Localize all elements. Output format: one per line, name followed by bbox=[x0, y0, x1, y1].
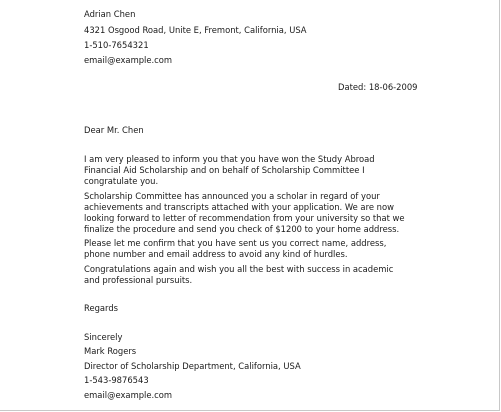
signer-name: Mark Rogers bbox=[84, 346, 137, 356]
sender-name: Adrian Chen bbox=[84, 9, 136, 19]
signer-email: email@example.com bbox=[84, 390, 173, 400]
sender-address: 4321 Osgood Road, Unite E, Fremont, California, USA bbox=[84, 25, 307, 35]
paragraph-line: achievements and transcripts attached with your application. We are now bbox=[84, 202, 394, 212]
salutation: Dear Mr. Chen bbox=[84, 125, 144, 135]
paragraph-line: and professional pursuits. bbox=[84, 275, 193, 285]
paragraph-line: Financial Aid Scholarship and on behalf of Scholarship Committee I bbox=[84, 165, 365, 175]
paragraph-line: Scholarship Committee has announced you a scholar in regard of your bbox=[84, 191, 380, 201]
regards: Regards bbox=[84, 303, 119, 313]
signer-title: Director of Scholarship Department, California, USA bbox=[84, 361, 301, 371]
paragraph-line: Congratulations again and wish you all the best with success in academic bbox=[84, 264, 394, 274]
paragraph-line: Please let me confirm that you have sent us you correct name, address, bbox=[84, 238, 387, 248]
closing: Sincerely bbox=[84, 332, 123, 342]
signer-phone: 1-543-9876543 bbox=[84, 375, 149, 385]
paragraph-line: looking forward to letter of recommendation from your university so that we bbox=[84, 213, 405, 223]
paragraph-line: congratulate you. bbox=[84, 176, 159, 186]
paragraph-line: finalize the procedure and send you check of $1200 to your home address. bbox=[84, 224, 400, 234]
sender-phone: 1-510-7654321 bbox=[84, 40, 149, 50]
paragraph-line: I am very pleased to inform you that you have won the Study Abroad bbox=[84, 154, 375, 164]
sender-email: email@example.com bbox=[84, 55, 173, 65]
letter-date: Dated: 18-06-2009 bbox=[338, 82, 418, 92]
paragraph-line: phone number and email address to avoid any kind of hurdles. bbox=[84, 249, 348, 259]
